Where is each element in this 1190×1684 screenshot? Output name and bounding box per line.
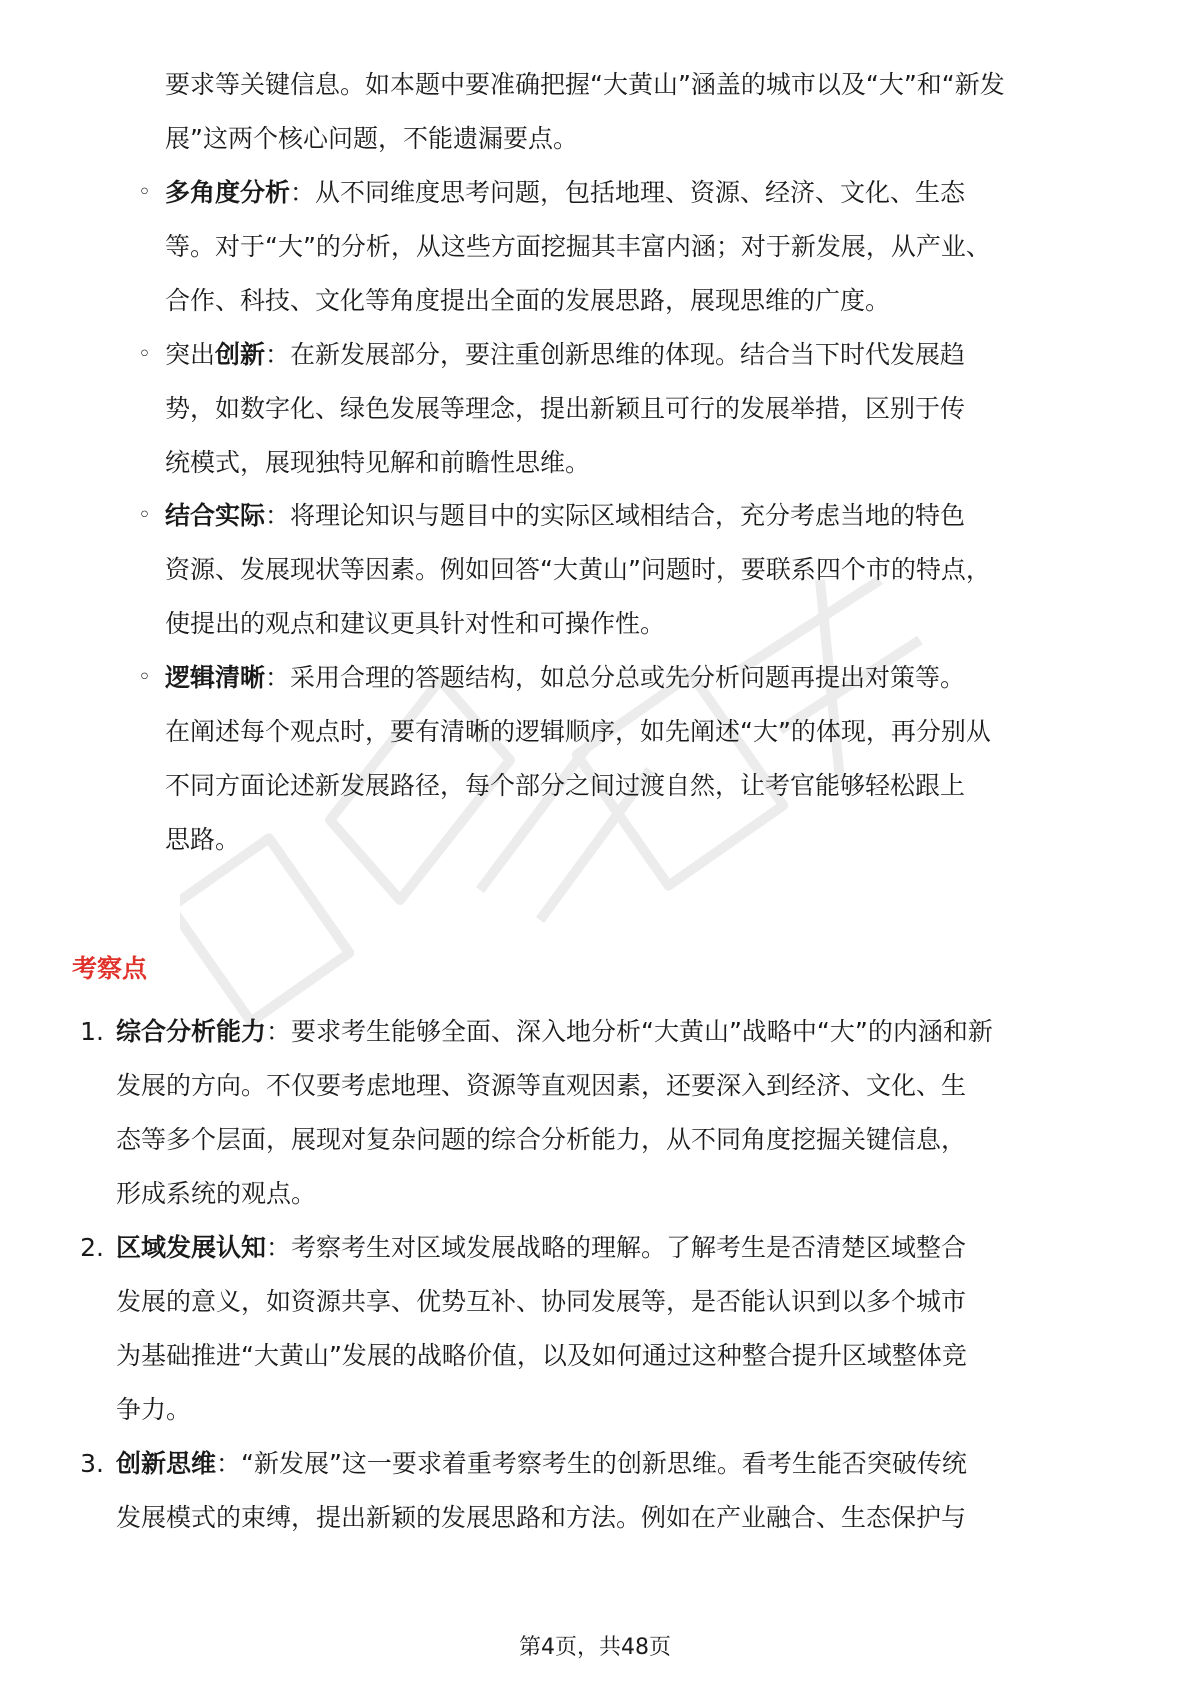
item-text: 态等多个层面，展现对复杂问题的综合分析能力，从不同角度挖掘关键信息， xyxy=(116,1125,967,1154)
item-text: 考察考生对区域发展战略的理解。了解考生是否清楚区域整合 xyxy=(291,1233,967,1262)
item-text: 发展的方向。不仅要考虑地理、资源等直观因素，还要深入到经济、文化、生 xyxy=(116,1071,967,1100)
bullet-text: 在新发展部分，要注重创新思维的体现。结合当下时代发展趋 xyxy=(290,340,966,369)
bullet-term: 结合实际 xyxy=(165,501,266,530)
item-colon: ： xyxy=(216,1449,242,1478)
bullet-term: 逻辑清晰 xyxy=(165,663,266,692)
bullet-colon: ： xyxy=(265,501,291,530)
bullet-icon: ◦ xyxy=(138,180,151,205)
bullet-colon: ： xyxy=(290,178,316,207)
item-text: 为基础推进“大黄山”发展的战略价值，以及如何通过这种整合提升区域整体竞 xyxy=(116,1341,967,1370)
bullet-text: 使提出的观点和建议更具针对性和可操作性。 xyxy=(165,609,666,638)
item-term: 综合分析能力 xyxy=(116,1017,267,1046)
list-item xyxy=(165,501,965,531)
list-item xyxy=(165,663,965,693)
item-text: “新发展”这一要求着重考察考生的创新思维。看考生能否突破传统 xyxy=(241,1449,967,1478)
bullet-text: 在阐述每个观点时，要有清晰的逻辑顺序，如先阐述“大”的体现，再分别从 xyxy=(165,717,991,746)
section-title: 考察点 xyxy=(72,954,148,983)
item-term: 创新思维 xyxy=(116,1449,217,1478)
page-footer: 第4页，共48页 xyxy=(519,1635,671,1660)
bullet-text: 等。对于“大”的分析，从这些方面挖掘其丰富内涵；对于新发展，从产业、 xyxy=(165,232,991,261)
bullet-term: 创新 xyxy=(215,340,266,369)
bullet-text: 资源、发展现状等因素。例如回答“大黄山”问题时，要联系四个市的特点， xyxy=(165,555,991,584)
list-number: 1. xyxy=(80,1017,104,1046)
item-text: 形成系统的观点。 xyxy=(116,1179,317,1208)
item-colon: ： xyxy=(266,1017,292,1046)
bullet-text: 势，如数字化、绿色发展等理念，提出新颖且可行的发展举措，区别于传 xyxy=(165,394,966,423)
bullet-colon: ： xyxy=(265,340,291,369)
intro-line: 要求等关键信息。如本题中要准确把握“大黄山”涵盖的城市以及“大”和“新发 xyxy=(165,70,1005,99)
bullet-text: 思路。 xyxy=(165,825,241,854)
list-item xyxy=(116,1233,966,1263)
intro-line: 展”这两个核心问题，不能遗漏要点。 xyxy=(165,124,578,153)
list-item xyxy=(116,1017,993,1047)
bullet-term-prefix: 突出 xyxy=(165,340,216,369)
item-term: 区域发展认知 xyxy=(116,1233,267,1262)
bullet-icon: ◦ xyxy=(138,342,151,367)
list-item xyxy=(116,1449,967,1479)
bullet-text: 将理论知识与题目中的实际区域相结合，充分考虑当地的特色 xyxy=(290,501,966,530)
bullet-colon: ： xyxy=(265,663,291,692)
item-text: 要求考生能够全面、深入地分析“大黄山”战略中“大”的内涵和新 xyxy=(291,1017,993,1046)
item-text: 发展的意义，如资源共享、优势互补、协同发展等，是否能认识到以多个城市 xyxy=(116,1287,967,1316)
bullet-text: 从不同维度思考问题，包括地理、资源、经济、文化、生态 xyxy=(315,178,966,207)
bullet-term: 多角度分析 xyxy=(165,178,291,207)
item-text: 发展模式的束缚，提出新颖的发展思路和方法。例如在产业融合、生态保护与 xyxy=(116,1503,967,1532)
list-number: 2. xyxy=(80,1233,104,1262)
bullet-text: 采用合理的答题结构，如总分总或先分析问题再提出对策等。 xyxy=(290,663,966,692)
list-item xyxy=(165,178,965,208)
bullet-text: 不同方面论述新发展路径，每个部分之间过渡自然，让考官能够轻松跟上 xyxy=(165,771,966,800)
bullet-text: 统模式，展现独特见解和前瞻性思维。 xyxy=(165,448,591,477)
bullet-icon: ◦ xyxy=(138,503,151,528)
bullet-icon: ◦ xyxy=(138,665,151,690)
item-colon: ： xyxy=(266,1233,292,1262)
list-item xyxy=(165,340,965,370)
bullet-text: 合作、科技、文化等角度提出全面的发展思路，展现思维的广度。 xyxy=(165,286,891,315)
item-text: 争力。 xyxy=(116,1395,192,1424)
list-number: 3. xyxy=(80,1449,104,1478)
